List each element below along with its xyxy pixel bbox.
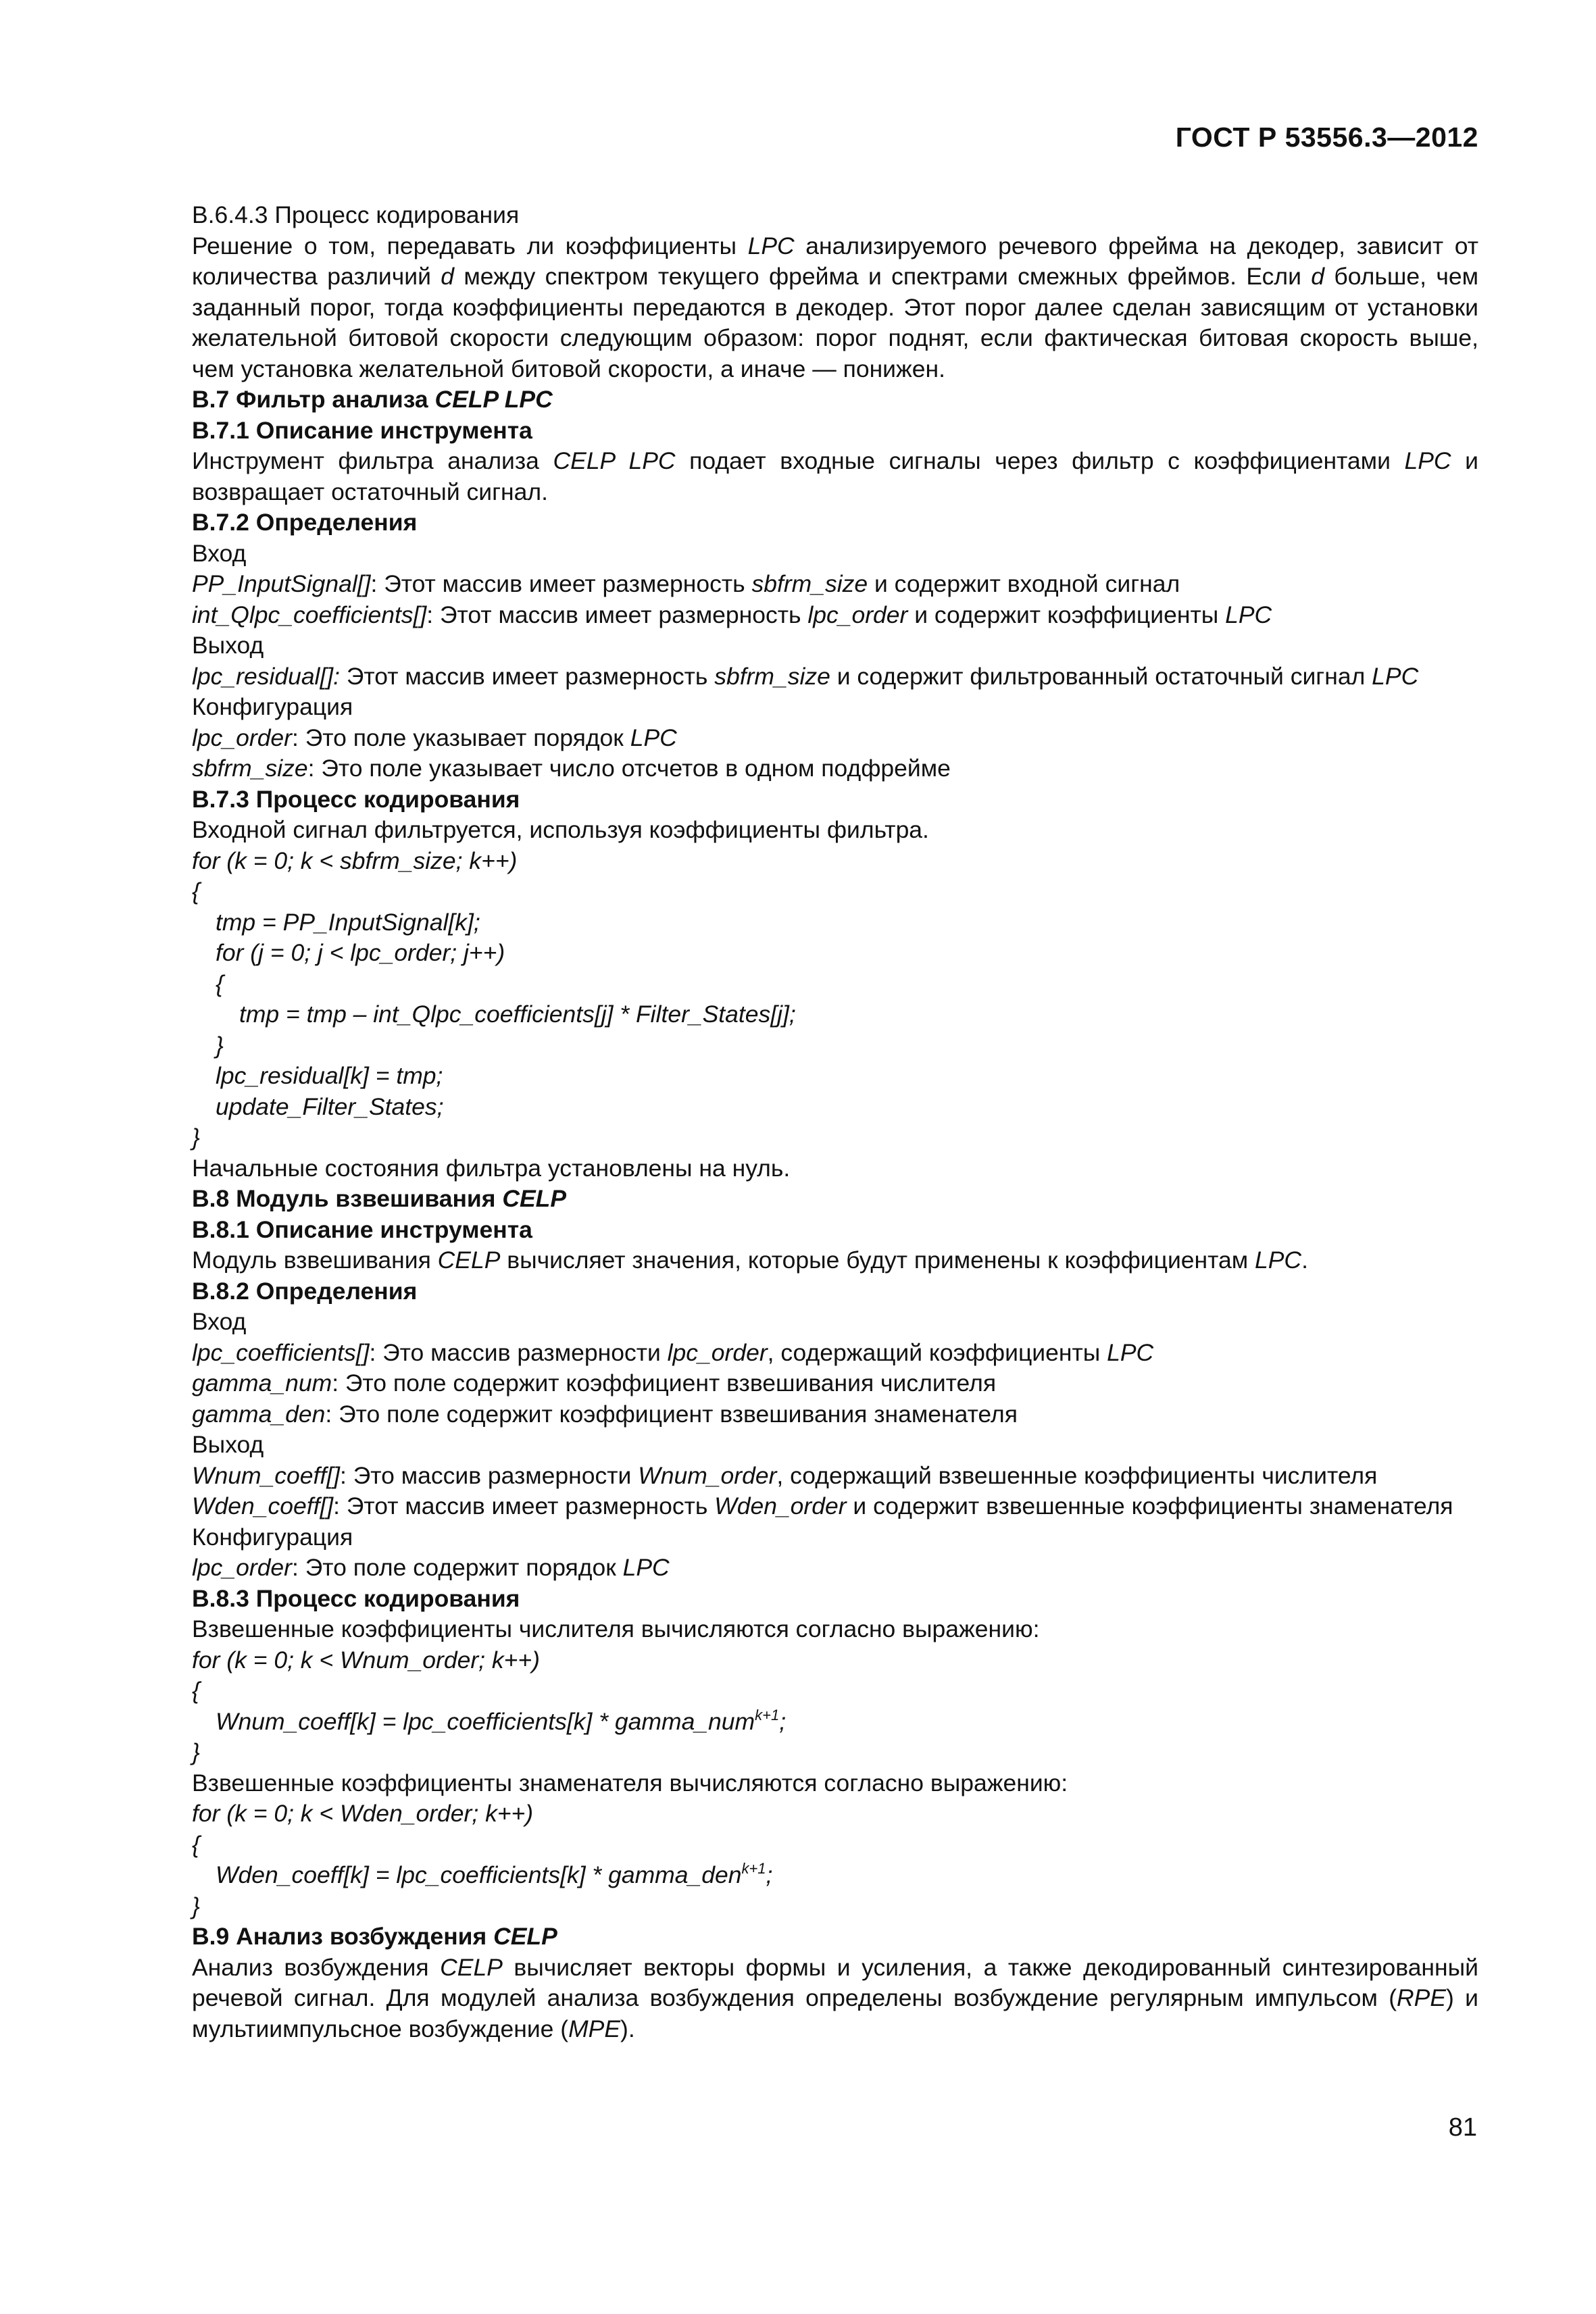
term: MPE — [568, 2015, 621, 2042]
code-line — [120, 1860, 1478, 1891]
term: CELP — [440, 1953, 503, 1981]
term: gamma_den — [192, 1400, 326, 1428]
paragraph-numerator: Взвешенные коэффициенты числителя вычисляются согласно выражению: — [192, 1615, 1040, 1642]
code-line: } — [192, 1738, 200, 1765]
text: . — [1301, 1247, 1308, 1274]
text: и возвращает остаточный сигнал. — [192, 447, 1478, 505]
label-output: Выход — [192, 1431, 264, 1458]
paragraph-b73: Входной сигнал фильтруется, используя коэффициенты фильтра. — [192, 816, 929, 843]
label-config: Конфигурация — [192, 693, 353, 720]
text: В.7 Фильтр анализа — [192, 386, 435, 413]
text: Анализ возбуждения — [192, 1953, 441, 1981]
section-heading-b81: В.8.1 Описание инструмента — [192, 1215, 532, 1243]
term: lpc_residual[]: — [192, 662, 341, 690]
code-line: } — [192, 1124, 200, 1151]
code-line: } — [192, 1892, 200, 1919]
code-line — [120, 1707, 1478, 1738]
text: ; — [779, 1707, 787, 1735]
superscript: k+1 — [755, 1706, 780, 1724]
term: Wden_coeff[] — [192, 1492, 334, 1519]
term: LPC — [747, 232, 795, 259]
text: : Это поле содержит коэффициент взвешивания числителя — [332, 1369, 997, 1397]
text: : Этот массив имеет размерность — [426, 601, 808, 628]
code-block-denominator — [120, 1799, 1478, 1921]
definition-line — [120, 753, 1478, 784]
term: lpc_order — [667, 1338, 768, 1366]
text: и содержит взвешенные коэффициенты знаменателя — [846, 1492, 1453, 1519]
paragraph-after-code: Начальные состояния фильтра установлены на нуль. — [192, 1154, 791, 1182]
text: , содержащий коэффициенты — [767, 1338, 1107, 1366]
definition-line — [120, 1491, 1478, 1522]
text: : Это массив размерности — [340, 1461, 639, 1489]
term: lpc_coefficients[] — [192, 1338, 370, 1366]
text: : Это поле указывает порядок — [292, 724, 630, 751]
code-line: { — [192, 1677, 200, 1704]
text: Wden_coeff[k] = lpc_coefficients[k] * gamma_den — [216, 1861, 742, 1888]
text: : Это поле указывает число отсчетов в одном подфрейме — [307, 755, 951, 782]
text: Wnum_coeff[k] = lpc_coefficients[k] * gamma_num — [216, 1707, 755, 1735]
term: lpc_order — [192, 1554, 292, 1581]
paragraph-b9 — [120, 1953, 1478, 2045]
label-config: Конфигурация — [192, 1523, 353, 1551]
definition-line — [120, 569, 1478, 600]
code-block-filter — [120, 846, 1478, 1153]
superscript: k+1 — [741, 1860, 766, 1877]
term: LPC — [1255, 1247, 1302, 1274]
term: Wden_order — [714, 1492, 847, 1519]
term: d — [441, 263, 455, 290]
term: Wnum_order — [638, 1461, 777, 1489]
section-heading-b7 — [120, 384, 1478, 416]
paragraph-b71 — [120, 446, 1478, 507]
term: d — [1311, 263, 1325, 290]
term: CELP LPC — [434, 386, 553, 413]
section-heading-b9 — [120, 1921, 1478, 1953]
text: Решение о том, передавать ли коэффициенты — [192, 232, 748, 259]
term: CELP — [493, 1923, 557, 1950]
text: : Это поле содержит порядок — [292, 1554, 623, 1581]
term: CELP — [437, 1247, 501, 1274]
text: : Этот массив имеет размерность — [370, 570, 752, 597]
text: В.8 Модуль взвешивания — [192, 1185, 503, 1212]
term: lpc_order — [192, 724, 292, 751]
code-line: for (k = 0; k < sbfrm_size; k++) — [192, 847, 518, 874]
term: LPC — [1372, 662, 1419, 690]
term: gamma_num — [192, 1369, 332, 1397]
definition-line — [120, 1368, 1478, 1399]
text: ). — [620, 2015, 635, 2042]
text: анализируемого речевого фрейма на декодер, зависит от количества различий — [192, 232, 1478, 290]
section-heading-b83: В.8.3 Процесс кодирования — [192, 1584, 520, 1612]
definition-line — [120, 1399, 1478, 1430]
text: В.9 Анализ возбуждения — [192, 1923, 494, 1950]
section-heading-b72: В.7.2 Определения — [192, 509, 418, 536]
definition-line — [120, 723, 1478, 754]
definition-line — [120, 1338, 1478, 1369]
term: lpc_order — [807, 601, 908, 628]
term: PP_InputSignal[] — [192, 570, 371, 597]
text: : Этот массив имеет размерность — [333, 1492, 715, 1519]
code-line: tmp = tmp – int_Qlpc_coefficients[j] * Filter_States[j]; — [239, 1001, 796, 1028]
section-heading-b8 — [120, 1184, 1478, 1215]
text: между спектром текущего фрейма и спектрами смежных фреймов. Если — [454, 263, 1312, 290]
section-heading-b82: В.8.2 Определения — [192, 1277, 418, 1305]
code-line: for (k = 0; k < Wden_order; k++) — [192, 1800, 534, 1827]
document-body — [120, 200, 1478, 2044]
term: int_Qlpc_coefficients[] — [192, 601, 427, 628]
text: : Это массив размерности — [369, 1338, 668, 1366]
section-heading-b71: В.7.1 Описание инструмента — [192, 416, 532, 444]
code-line: { — [216, 970, 224, 997]
definition-line — [120, 600, 1478, 631]
code-line: for (k = 0; k < Wnum_order; k++) — [192, 1646, 540, 1674]
term: RPE — [1397, 1984, 1447, 2011]
section-heading-b73: В.7.3 Процесс кодирования — [192, 785, 520, 813]
code-line: tmp = PP_InputSignal[k]; — [216, 908, 480, 936]
text: подает входные сигналы через фильтр с коэффициентами — [675, 447, 1405, 474]
text: ; — [766, 1861, 773, 1888]
text: больше, чем заданный порог, тогда коэффициенты передаются в декодер. Этот порог далее сделан зависящим от установки желательной битовой скорости следующим образом: порог поднят, если фактическая битовая скорость выше, чем установка желательной битовой скорости, а иначе — понижен. — [192, 263, 1478, 382]
term: LPC — [622, 1554, 670, 1581]
term: LPC — [1225, 601, 1272, 628]
paragraph-b643 — [120, 231, 1478, 385]
label-output: Выход — [192, 632, 264, 659]
text: Инструмент фильтра анализа — [192, 447, 553, 474]
text: и содержит коэффициенты — [907, 601, 1226, 628]
text: вычисляет значения, которые будут применены к коэффициентам — [500, 1247, 1255, 1274]
term: sbfrm_size — [751, 570, 868, 597]
page-number: 81 — [1448, 2113, 1477, 2142]
section-heading-b643: В.6.4.3 Процесс кодирования — [192, 201, 520, 228]
label-input: Вход — [192, 1308, 247, 1335]
term: CELP — [502, 1185, 566, 1212]
term: CELP LPC — [553, 447, 676, 474]
text: вычисляет векторы формы и усиления, а также декодированный синтезированный речевой сигнал. Для модулей анализа возбуждения определены возбуждение регулярным импульсом ( — [192, 1953, 1478, 2011]
code-line: lpc_residual[k] = tmp; — [216, 1062, 443, 1089]
code-line: { — [192, 1830, 200, 1858]
label-input: Вход — [192, 539, 247, 567]
paragraph-denominator: Взвешенные коэффициенты знаменателя вычисляются согласно выражению: — [192, 1769, 1068, 1796]
code-line: update_Filter_States; — [216, 1092, 444, 1120]
code-line: } — [216, 1031, 224, 1059]
term: LPC — [630, 724, 677, 751]
definition-line — [120, 1553, 1478, 1584]
text: и содержит входной сигнал — [868, 570, 1180, 597]
text: ) и мультиимпульсное возбуждение ( — [192, 1984, 1479, 2042]
text: Этот массив имеет размерность — [340, 662, 715, 690]
code-line: { — [192, 878, 200, 905]
text: и содержит фильтрованный остаточный сигнал — [830, 662, 1372, 690]
text: , содержащий взвешенные коэффициенты числителя — [776, 1461, 1378, 1489]
definition-line — [120, 661, 1478, 693]
text: : Это поле содержит коэффициент взвешивания знаменателя — [325, 1400, 1018, 1428]
code-block-numerator — [120, 1645, 1478, 1768]
term: LPC — [1107, 1338, 1154, 1366]
term: sbfrm_size — [714, 662, 830, 690]
term: sbfrm_size — [192, 755, 308, 782]
document-header: ГОСТ Р 53556.3—2012 — [1175, 122, 1478, 153]
text: Модуль взвешивания — [192, 1247, 438, 1274]
term: Wnum_coeff[] — [192, 1461, 340, 1489]
definition-line — [120, 1461, 1478, 1492]
term: LPC — [1404, 447, 1451, 474]
code-line: for (j = 0; j < lpc_order; j++) — [216, 939, 505, 966]
paragraph-b81 — [120, 1245, 1478, 1276]
